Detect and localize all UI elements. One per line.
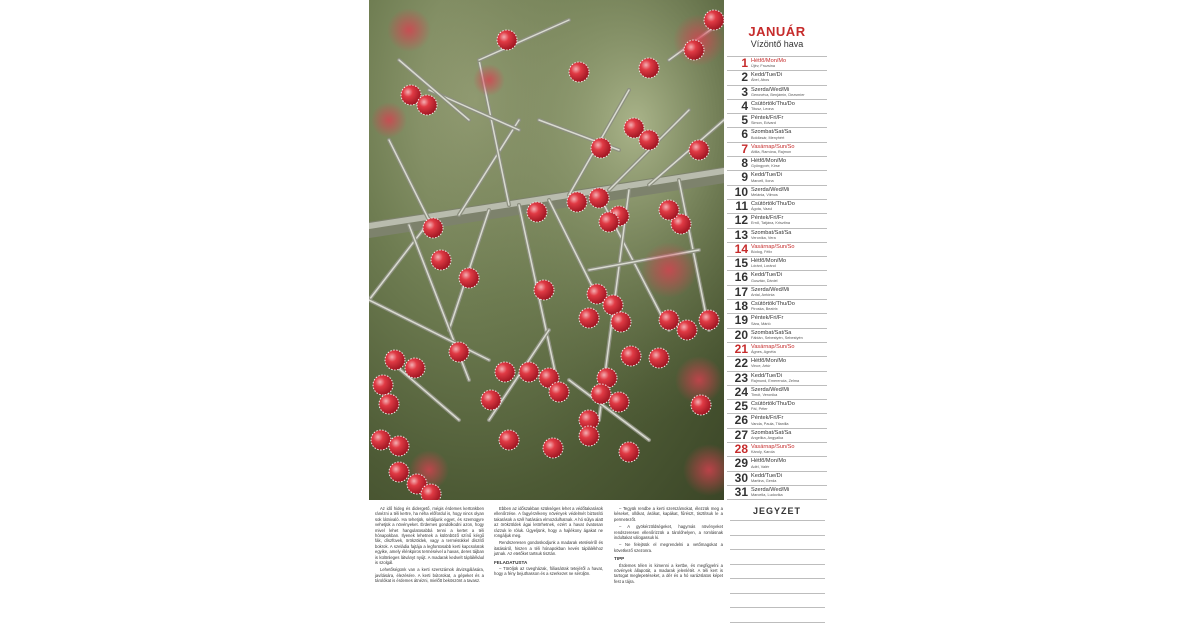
day-number: 28 [734, 442, 748, 457]
name-day-label: Marcella, Ludovika [751, 493, 783, 498]
month-title: JANUÁR [748, 24, 806, 39]
name-day-label: Martina, Gerda [751, 478, 777, 483]
name-day-label: Pál, Péter [751, 407, 768, 412]
weekday-label: Szerda/Wed/Mi [751, 486, 790, 493]
berry [579, 308, 599, 328]
name-day-label: Rajmund, Emerencia, Zelma [751, 378, 800, 383]
weekday-label: Kedd/Tue/Di [751, 272, 782, 279]
article-column-1 [375, 506, 484, 586]
frosted-berries-photo [369, 0, 724, 500]
day-number: 21 [734, 341, 748, 356]
name-day-label: Simon, Edvard [751, 121, 776, 126]
day-list [727, 56, 827, 500]
weekday-label: Hétfő/Mon/Mo [751, 358, 787, 365]
weekday-label: Szerda/Wed/Mi [751, 286, 790, 293]
name-day-label: Boldizsár, Menyhért [751, 135, 785, 140]
day-row [727, 413, 827, 427]
blurred-berry [473, 64, 505, 96]
day-number: 30 [734, 470, 748, 485]
note-line [730, 578, 825, 579]
berry [599, 212, 619, 232]
berry [639, 58, 659, 78]
day-row [727, 170, 827, 184]
day-number: 18 [734, 299, 748, 314]
weekday-label: Kedd/Tue/Di [751, 372, 782, 379]
weekday-label: Kedd/Tue/Di [751, 172, 782, 179]
day-row [727, 313, 827, 327]
name-day-label: Piroska, Beatrix [751, 307, 778, 312]
day-row [727, 199, 827, 213]
name-day-label: Ágota, Vazul [751, 207, 773, 212]
berry [677, 320, 697, 340]
day-number: 16 [734, 270, 748, 285]
name-day-label: Titusz, Leona [751, 107, 774, 112]
article-paragraph: – Ne felejtsük el megrendelni a vetőmagokat a következő szezonra. [614, 542, 723, 553]
name-day-label: Vanda, Paula, Titanilla [751, 421, 789, 426]
berry [704, 10, 724, 30]
note-line [730, 607, 825, 608]
berry [385, 350, 405, 370]
article-paragraph: Rendszeresen gondoskodjunk a madarak etetéséről és itatásáról, hiszen a téli hónapokban kevés táplálékhoz jutnak. Az etetőket tartsuk tisztán. [494, 540, 603, 557]
day-row [727, 342, 827, 356]
calendar-page [369, 0, 830, 630]
name-day-label: Fábián, Sebestyén, Sebestyén [751, 335, 803, 340]
name-day-label: Melánia, Vilmos [751, 192, 778, 197]
name-day-label: Gusztáv, Dániel [751, 278, 778, 283]
weekday-label: Szerda/Wed/Mi [751, 386, 790, 393]
blurred-berry [371, 102, 407, 138]
note-line [730, 622, 825, 623]
day-number: 3 [741, 84, 748, 99]
day-number: 31 [734, 484, 748, 499]
berry [421, 484, 441, 500]
month-subtitle: Vízöntő hava [750, 39, 804, 49]
day-number: 25 [734, 399, 748, 414]
day-number: 10 [734, 184, 748, 199]
weekday-label: Vasárnap/Sun/So [751, 143, 795, 150]
name-day-label: Vince, Artúr [751, 364, 771, 369]
weekday-label: Péntek/Fri/Fr [751, 115, 784, 122]
name-day-label: Genovéva, Benjámin, Dezsmíer [751, 92, 805, 97]
day-number: 20 [734, 327, 748, 342]
name-day-label: Károly, Karola [751, 450, 775, 455]
day-row [727, 127, 827, 141]
day-number: 14 [734, 241, 748, 256]
weekday-label: Szombat/Sat/Sa [751, 429, 792, 436]
berry [519, 362, 539, 382]
berry [389, 436, 409, 456]
berry [459, 268, 479, 288]
name-day-label: Bódog, Félix [751, 250, 773, 255]
article-paragraph: Érdemes télen is kimenni a kertbe, és megfigyelni a növények állapotát, a madarak jelenlétét. A téli kert is tartogat meglepetéseket, a dér és a hó varázslatos képet fest a tájra. [614, 562, 723, 584]
day-list-end [727, 499, 827, 500]
berry [423, 218, 443, 238]
day-number: 9 [741, 170, 748, 185]
day-number: 27 [734, 427, 748, 442]
day-row [727, 270, 827, 284]
berry [621, 346, 641, 366]
day-row [727, 471, 827, 485]
weekday-label: Kedd/Tue/Di [751, 472, 782, 479]
berry [543, 438, 563, 458]
article-column-2 [494, 506, 603, 579]
day-row [727, 442, 827, 456]
berry [659, 310, 679, 330]
day-row [727, 285, 827, 299]
blurred-berry [387, 8, 431, 52]
day-number: 1 [741, 56, 748, 70]
weekday-label: Péntek/Fri/Fr [751, 315, 784, 322]
article-heading: FELADATUSTA [494, 559, 528, 565]
berry [611, 312, 631, 332]
day-row [727, 70, 827, 84]
notes-title: JEGYZET [752, 506, 801, 516]
berry [371, 430, 391, 450]
berry [619, 442, 639, 462]
day-number: 23 [734, 370, 748, 385]
weekday-label: Hétfő/Mon/Mo [751, 58, 787, 64]
berry [649, 348, 669, 368]
article-paragraph: – A gyökérzöldségeket, hagymás növényeket rendszeresen ellenőrizzük a tárolóhelyen, a romlásnak indultakat válogassuk ki. [614, 524, 723, 541]
day-number: 5 [741, 113, 748, 128]
day-number: 11 [735, 198, 748, 213]
blurred-berry [641, 242, 697, 298]
note-line [730, 549, 825, 550]
day-number: 12 [734, 213, 748, 228]
berry [527, 202, 547, 222]
weekday-label: Péntek/Fri/Fr [751, 215, 784, 222]
berry [379, 394, 399, 414]
weekday-label: Csütörtök/Thu/Do [751, 301, 795, 308]
weekday-label: Kedd/Tue/Di [751, 72, 782, 79]
article-paragraph: Az idő hideg és didergető, mégis érdemes kertünkben ránézni a téli kertre, ha néha előfordul is, hogy nincs olyan sok látnivaló. Ha tehetjük, sétáljunk egyet, és szemügyre vehetjük a növényeket. Érdemes gondolkodni azon, hogy mivel lehet hangulatosabbá tenni a kertet a téli hónapokban. Ilyenek lehetnek a különböző színű kérgű fák, díszfüvek, örökzöldek, vagy a termésükkel díszítő bokrok. A szeládia fajtája a legfontosabb kerti kapcsolatok egyike, amely élénkpiros termésével a havas, deres tájban is különleges látványt nyújt. A madarak kedvelt táplálékául is szolgál. [375, 506, 484, 566]
name-day-label: Antal, Antónia [751, 292, 775, 297]
berry [373, 375, 393, 395]
weekday-label: Hétfő/Mon/Mo [751, 458, 787, 465]
weekday-label: Vasárnap/Sun/So [751, 444, 795, 451]
weekday-label: Vasárnap/Sun/So [751, 343, 795, 350]
berry [579, 426, 599, 446]
name-day-label: Adél, Valér [751, 464, 770, 469]
day-number: 4 [741, 98, 748, 113]
name-day-label: Marcell, Ilona [751, 178, 774, 183]
day-row [727, 428, 827, 442]
berry [639, 130, 659, 150]
name-day-label: Lóránt, Loránd [751, 264, 776, 269]
name-day-label: Ábel, Abos [751, 78, 770, 83]
day-number: 2 [741, 70, 748, 85]
day-row [727, 228, 827, 242]
weekday-label: Szombat/Sat/Sa [751, 129, 792, 136]
weekday-label: Szombat/Sat/Sa [751, 229, 792, 236]
weekday-label: Csütörtök/Thu/Do [751, 100, 795, 107]
weekday-label: Péntek/Fri/Fr [751, 415, 784, 422]
day-row [727, 256, 827, 270]
day-row [727, 85, 827, 99]
day-number: 24 [734, 384, 748, 399]
article-paragraph: Lehetőségünk van a kerti szerszámok átvizsgálására, javítására, élezésére. A kerti bútorokat, a gépeket és a tárolókat is érdemes átnézni, mielőtt beköszönt a tavasz. [375, 567, 484, 584]
berry [417, 95, 437, 115]
berry [497, 30, 517, 50]
note-line [730, 564, 825, 565]
day-row [727, 356, 827, 370]
name-day-label: Ernő, Tatjána, Krisztina [751, 221, 790, 226]
berry [691, 395, 711, 415]
name-day-label: Sára, Márió [751, 321, 771, 326]
photo-illustration [369, 0, 724, 500]
day-row [727, 299, 827, 313]
day-row [727, 185, 827, 199]
berry [449, 342, 469, 362]
day-row [727, 485, 827, 499]
berry [569, 62, 589, 82]
day-row [727, 142, 827, 156]
weekday-label: Szombat/Sat/Sa [751, 329, 792, 336]
day-number: 7 [741, 141, 748, 156]
day-number: 26 [734, 413, 748, 428]
article-paragraph: Ebben az időszakban szükséges lehet a védőtakarások ellenőrzése. A fagyérzékeny növények védelmét biztosító takarások a szél hatására elmozdulhatnak. A hó súlya alatt az örökzöldek ágai letörhetnek, ezért a havat óvatosan rázzuk le róluk. Ügyeljünk, hogy a hajlékony ágakat ne rongáljuk meg. [494, 506, 603, 539]
day-row [727, 156, 827, 170]
weekday-label: Vasárnap/Sun/So [751, 243, 795, 250]
note-line [730, 520, 825, 521]
weekday-label: Csütörtök/Thu/Do [751, 200, 795, 207]
day-row [727, 385, 827, 399]
article-text [375, 506, 723, 626]
name-day-label: Timót, Veronika [751, 393, 778, 398]
day-number: 22 [734, 356, 748, 371]
name-day-label: Gyöngyvér, Kirse [751, 164, 780, 169]
day-row [727, 99, 827, 113]
berry [609, 392, 629, 412]
berry [589, 188, 609, 208]
day-number: 8 [741, 156, 748, 171]
name-day-label: Attila, Ramóna, Rajmon [751, 149, 792, 154]
berry [689, 140, 709, 160]
day-row [727, 56, 827, 70]
weekday-label: Hétfő/Mon/Mo [751, 258, 787, 265]
berry [684, 40, 704, 60]
day-number: 19 [734, 313, 748, 328]
article-paragraph: – Töröljük az üvegházak, fóliasátrak tetejéről a havat, hogy a fény bejuthasson és a szerkezet ne sérüljön. [494, 566, 603, 577]
note-line [730, 535, 825, 536]
berry [405, 358, 425, 378]
berry [591, 384, 611, 404]
weekday-label: Szerda/Wed/Mi [751, 186, 790, 193]
berry [591, 138, 611, 158]
day-number: 17 [734, 284, 748, 299]
day-row [727, 113, 827, 127]
calendar-column [727, 0, 827, 630]
berry [567, 192, 587, 212]
name-day-label: Veronika, Vera [751, 235, 776, 240]
name-day-label: Újév, Fruzsina [751, 64, 775, 69]
berry [499, 430, 519, 450]
name-day-label: Angelika, Angyalka [751, 435, 784, 440]
weekday-label: Hétfő/Mon/Mo [751, 158, 787, 165]
berry [389, 462, 409, 482]
day-number: 6 [741, 127, 748, 142]
weekday-label: Csütörtök/Thu/Do [751, 401, 795, 408]
day-row [727, 213, 827, 227]
name-day-label: Ágnes, Agnéta [751, 350, 776, 355]
day-row [727, 328, 827, 342]
day-number: 15 [734, 256, 748, 271]
day-row [727, 242, 827, 256]
berry [534, 280, 554, 300]
weekday-label: Szerda/Wed/Mi [751, 86, 790, 93]
berry [431, 250, 451, 270]
berry [495, 362, 515, 382]
article-heading: TIPP [614, 556, 625, 562]
day-row [727, 371, 827, 385]
day-row [727, 399, 827, 413]
berry [549, 382, 569, 402]
note-line [730, 593, 825, 594]
article-column-3 [614, 506, 723, 586]
berry [481, 390, 501, 410]
day-row [727, 456, 827, 470]
article-paragraph: – Tegyük rendbe a kerti szerszámokat, élezzük meg a késeket, ollókat, ásókat, kapákat, fűrészt, tisztítsuk le a permetezőt. [614, 506, 723, 522]
berry [659, 200, 679, 220]
day-number: 13 [734, 227, 748, 242]
day-number: 29 [734, 456, 748, 471]
berry [699, 310, 719, 330]
